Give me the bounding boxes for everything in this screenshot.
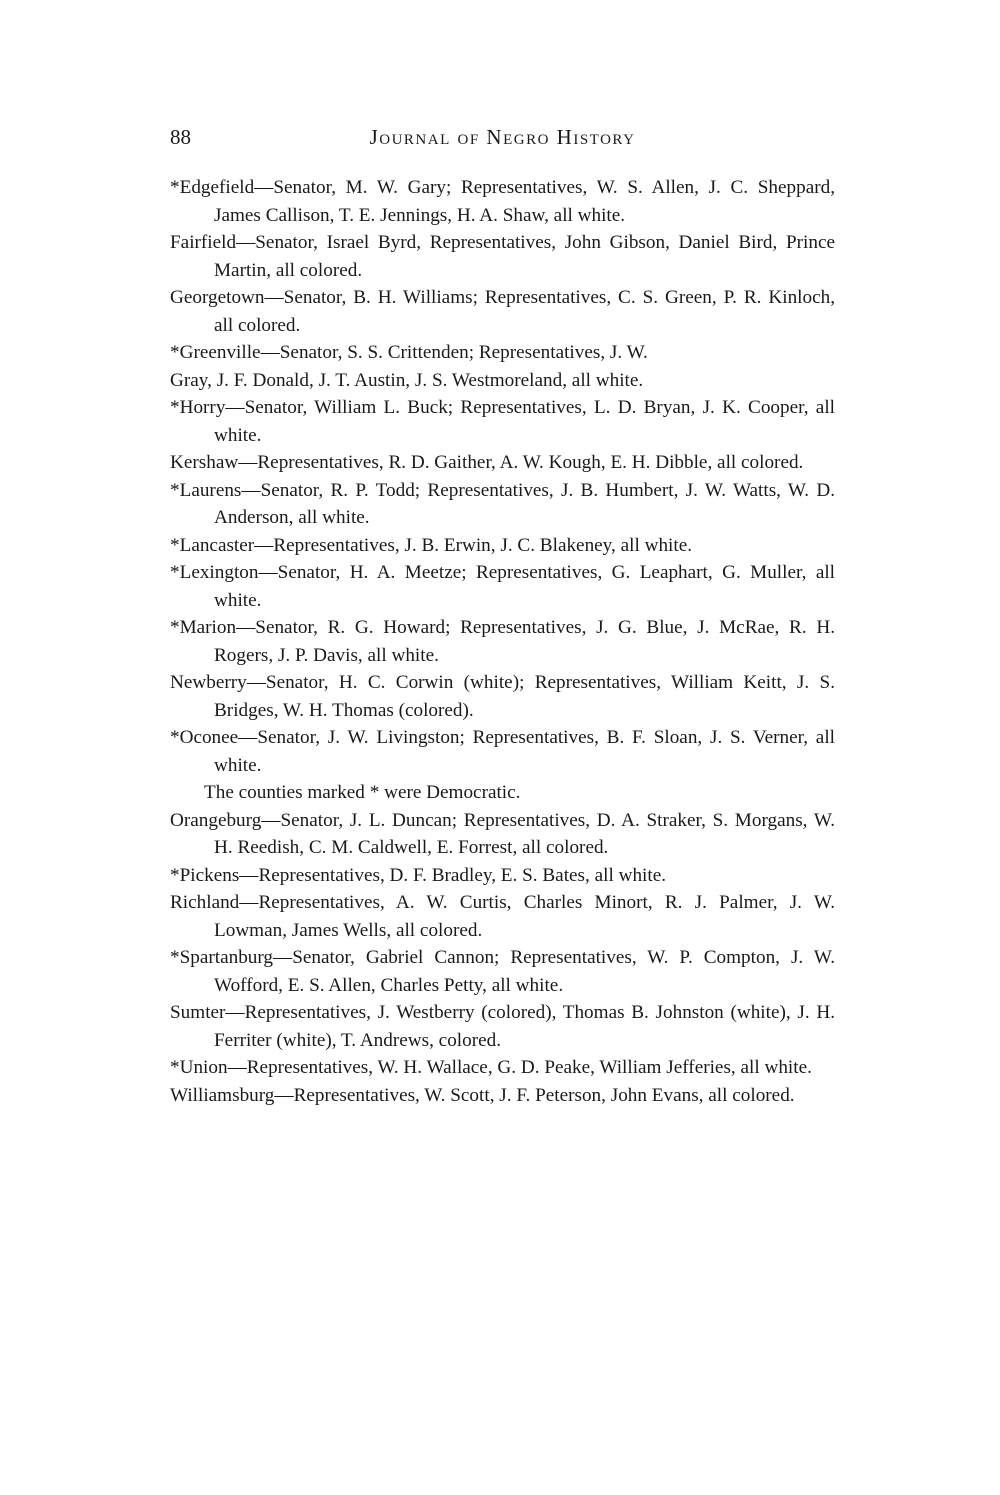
page-header [170, 124, 835, 154]
page-number: 88 [170, 125, 191, 149]
democratic-note: The counties marked * were Democratic. [204, 782, 521, 803]
county-entry-orangeburg: Orangeburg—Senator, J. L. Duncan; Representatives, D. A. Straker, S. Morgans, W. H. Reedish, C. M. Caldwell, E. Forrest, all colored. [170, 809, 835, 858]
running-head: Journal of Negro History [369, 125, 636, 149]
county-entry-fairfield: Fairfield—Senator, Israel Byrd, Representatives, John Gibson, Daniel Bird, Prince Martin, all colored. [170, 232, 835, 281]
county-entry-richland: Richland—Representatives, A. W. Curtis, Charles Minort, R. J. Palmer, J. W. Lowman, James Wells, all colored. [170, 892, 835, 941]
county-entry-edgefield: *Edgefield—Senator, M. W. Gary; Representatives, W. S. Allen, J. C. Sheppard, James Callison, T. E. Jennings, H. A. Shaw, all white. [170, 177, 835, 226]
county-entry-sumter: Sumter—Representatives, J. Westberry (colored), Thomas B. Johnston (white), J. H. Ferriter (white), T. Andrews, colored. [170, 1002, 835, 1051]
county-entry-union: *Union—Representatives, W. H. Wallace, G. D. Peake, William Jefferies, all white. [170, 1057, 812, 1078]
county-entry-oconee: *Oconee—Senator, J. W. Livingston; Representatives, B. F. Sloan, J. S. Verner, all white. [170, 727, 835, 776]
county-entry-williamsburg: Williamsburg—Representatives, W. Scott, J. F. Peterson, John Evans, all colored. [170, 1084, 795, 1106]
county-entry-newberry: Newberry—Senator, H. C. Corwin (white); Representatives, William Keitt, J. S. Bridges, W. H. Thomas (colored). [170, 672, 835, 721]
county-entry-marion: *Marion—Senator, R. G. Howard; Representatives, J. G. Blue, J. McRae, R. H. Rogers, J. P. Davis, all white. [170, 617, 835, 666]
county-entry-lancaster: *Lancaster—Representatives, J. B. Erwin, J. C. Blakeney, all white. [170, 534, 693, 556]
county-entry-greenville-continued: Gray, J. F. Donald, J. T. Austin, J. S. Westmoreland, all white. [170, 369, 644, 391]
county-entry-pickens: *Pickens—Representatives, D. F. Bradley, E. S. Bates, all white. [170, 864, 667, 886]
county-entry-greenville: *Greenville—Senator, S. S. Crittenden; Representatives, J. W. [170, 342, 648, 363]
county-entry-lexington: *Lexington—Senator, H. A. Meetze; Representatives, G. Leaphart, G. Muller, all white. [170, 562, 835, 611]
county-entry-georgetown: Georgetown—Senator, B. H. Williams; Representatives, C. S. Green, P. R. Kinloch, all colored. [170, 287, 835, 336]
county-entry-spartanburg: *Spartanburg—Senator, Gabriel Cannon; Representatives, W. P. Compton, J. W. Wofford, E. S. Allen, Charles Petty, all white. [170, 947, 835, 996]
county-entry-kershaw: Kershaw—Representatives, R. D. Gaither, A. W. Kough, E. H. Dibble, all colored. [170, 452, 804, 473]
county-entry-horry: *Horry—Senator, William L. Buck; Representatives, L. D. Bryan, J. K. Cooper, all white. [170, 397, 835, 446]
county-list [170, 174, 835, 1109]
county-entry-laurens: *Laurens—Senator, R. P. Todd; Representatives, J. B. Humbert, J. W. Watts, W. D. Anderson, all white. [170, 479, 835, 528]
